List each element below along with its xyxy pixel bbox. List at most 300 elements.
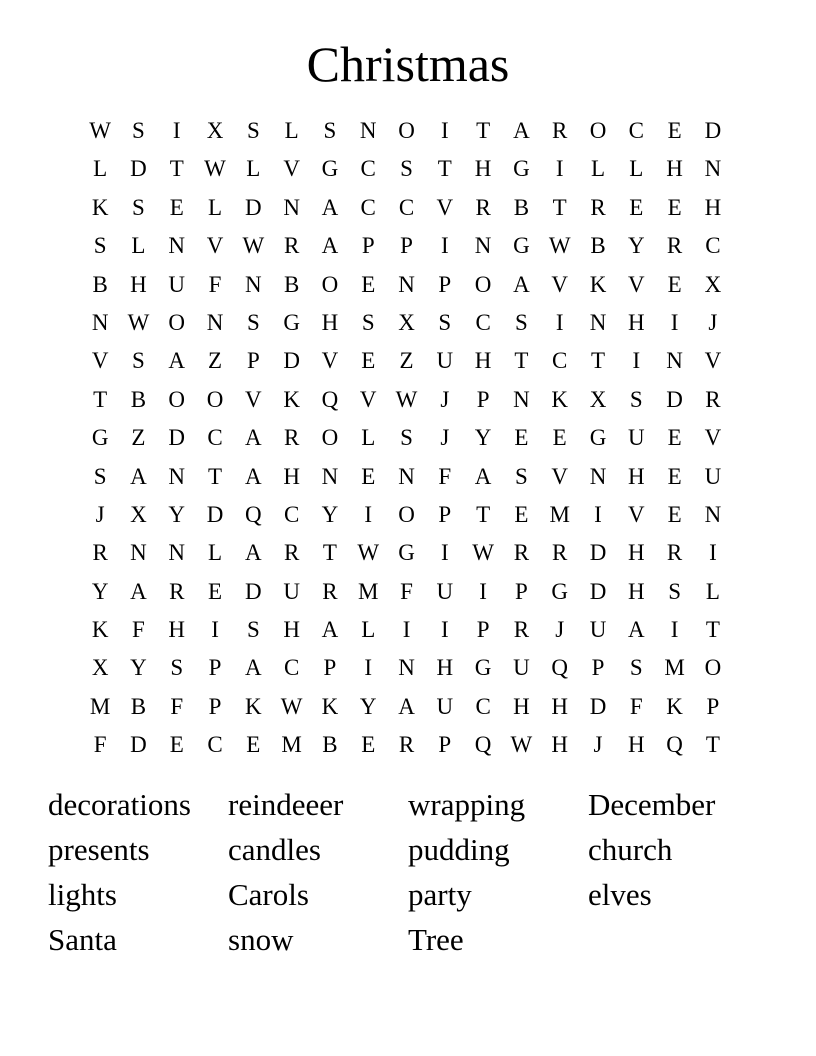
grid-letter: I xyxy=(709,540,717,566)
grid-letter: R xyxy=(322,578,338,604)
grid-letter: A xyxy=(245,655,262,681)
word-list-item: church xyxy=(588,832,673,867)
grid-letter: T xyxy=(169,156,184,182)
grid-letter: T xyxy=(705,732,720,758)
grid-letter: B xyxy=(92,271,108,297)
grid-letter: W xyxy=(204,156,226,182)
grid-letter: S xyxy=(515,309,528,335)
grid-letter: G xyxy=(513,156,530,182)
grid-letter: W xyxy=(510,732,533,758)
grid-letter: F xyxy=(170,693,184,719)
grid-letter: S xyxy=(668,578,681,604)
grid-letter: D xyxy=(245,194,262,220)
grid-letter: E xyxy=(361,732,376,758)
grid-letter: T xyxy=(590,348,606,374)
grid-letter: G xyxy=(589,425,607,451)
grid-letter: C xyxy=(398,194,415,220)
grid-letter: V xyxy=(359,386,377,412)
grid-letter: G xyxy=(551,578,569,604)
grid-letter: A xyxy=(513,118,530,143)
grid-letter: U xyxy=(704,463,722,489)
grid-letter: H xyxy=(321,309,339,335)
grid-letter: D xyxy=(206,501,224,527)
grid-letter: N xyxy=(398,463,415,489)
grid-letter: D xyxy=(245,578,262,604)
word-list-item: Santa xyxy=(48,922,117,957)
grid-letter: E xyxy=(361,348,376,374)
grid-letter: V xyxy=(551,463,569,489)
grid-letter: I xyxy=(594,501,602,527)
word-list-item: pudding xyxy=(408,832,510,867)
grid-letter: V xyxy=(321,348,339,374)
grid-letter: R xyxy=(552,118,568,143)
grid-letter: P xyxy=(438,732,452,758)
grid-letter: P xyxy=(438,271,452,297)
grid-letter: S xyxy=(246,309,260,335)
grid-letter: E xyxy=(629,194,644,220)
grid-letter: I xyxy=(364,655,373,681)
grid-letter: I xyxy=(211,617,219,643)
grid-letter: E xyxy=(667,463,682,489)
grid-letter: R xyxy=(169,578,185,604)
grid-letter: D xyxy=(704,118,722,143)
grid-letter: O xyxy=(321,425,339,451)
grid-letter: I xyxy=(632,348,641,374)
grid-letter: H xyxy=(474,156,492,182)
grid-letter: H xyxy=(627,309,645,335)
grid-letter: I xyxy=(670,617,679,643)
grid-letter: W xyxy=(357,540,380,566)
grid-letter: E xyxy=(667,118,682,143)
grid-letter: N xyxy=(130,540,147,566)
word-list-item: Carols xyxy=(228,877,309,912)
grid-letter: N xyxy=(206,309,224,335)
grid-letter: G xyxy=(283,309,300,335)
grid-letter: X xyxy=(398,309,415,335)
word-list-item: snow xyxy=(228,922,294,957)
grid-letter: S xyxy=(170,655,184,681)
grid-letter: P xyxy=(208,655,222,681)
grid-letter: O xyxy=(704,655,722,681)
grid-letter: F xyxy=(629,693,643,719)
grid-letter: N xyxy=(398,271,415,297)
grid-letter: R xyxy=(398,732,415,758)
grid-letter: B xyxy=(283,271,300,297)
grid-letter: R xyxy=(513,617,530,643)
grid-letter: N xyxy=(704,501,722,527)
grid-letter: P xyxy=(361,233,375,259)
grid-letter: P xyxy=(208,693,222,719)
grid-letter: J xyxy=(555,617,565,643)
grid-letter: J xyxy=(440,386,450,412)
grid-letter: Q xyxy=(551,655,569,681)
grid-letter: W xyxy=(89,118,111,143)
grid-letter: T xyxy=(437,156,452,182)
grid-letter: V xyxy=(245,386,262,412)
grid-letter: Z xyxy=(131,425,146,451)
grid-letter: I xyxy=(440,233,449,259)
grid-letter: I xyxy=(172,118,181,143)
grid-letter: C xyxy=(360,194,376,220)
grid-letter: E xyxy=(667,194,682,220)
grid-letter: N xyxy=(168,463,186,489)
grid-letter: D xyxy=(168,425,186,451)
grid-letter: L xyxy=(131,233,146,259)
grid-letter: F xyxy=(132,617,145,643)
grid-letter: U xyxy=(436,348,454,374)
letter-grid xyxy=(81,112,732,765)
grid-letter: F xyxy=(93,732,107,758)
grid-letter: W xyxy=(242,233,265,259)
grid-letter: F xyxy=(438,463,452,489)
grid-letter: R xyxy=(475,194,491,220)
grid-letter: T xyxy=(552,194,567,220)
grid-letter: E xyxy=(552,425,567,451)
grid-letter: Y xyxy=(321,501,339,527)
grid-letter: K xyxy=(551,386,569,412)
grid-letter: E xyxy=(169,732,184,758)
grid-letter: H xyxy=(627,540,645,566)
grid-letter: L xyxy=(208,540,223,566)
grid-letter: D xyxy=(130,156,147,182)
grid-letter: Y xyxy=(168,501,186,527)
grid-letter: R xyxy=(92,540,108,566)
grid-letter: P xyxy=(438,501,452,527)
grid-letter: N xyxy=(168,233,186,259)
grid-letter: D xyxy=(283,348,300,374)
grid-letter: G xyxy=(91,425,109,451)
grid-letter: R xyxy=(705,386,721,412)
grid-letter: U xyxy=(627,425,645,451)
grid-letter: L xyxy=(361,617,376,643)
grid-letter: V xyxy=(551,271,569,297)
grid-letter: M xyxy=(281,732,302,758)
grid-letter: J xyxy=(593,732,603,758)
grid-letter: V xyxy=(704,425,722,451)
word-list-item: decorations xyxy=(48,787,191,822)
grid-letter: L xyxy=(246,156,261,182)
grid-letter: T xyxy=(322,540,337,566)
grid-letter: M xyxy=(358,578,379,604)
grid-letter: G xyxy=(474,655,492,681)
grid-letter: H xyxy=(704,194,722,220)
grid-letter: R xyxy=(513,540,530,566)
grid-letter: C xyxy=(207,425,223,451)
grid-letter: H xyxy=(436,655,454,681)
grid-letter: X xyxy=(130,501,147,527)
grid-letter: N xyxy=(245,271,262,297)
grid-letter: S xyxy=(132,348,145,374)
grid-letter: D xyxy=(589,540,607,566)
grid-letter: B xyxy=(322,732,338,758)
grid-letter: R xyxy=(283,233,300,259)
word-list-item: reindeeer xyxy=(228,787,344,822)
grid-letter: W xyxy=(127,309,150,335)
grid-letter: W xyxy=(280,693,303,719)
grid-letter: C xyxy=(705,233,721,259)
grid-letter: L xyxy=(629,156,644,182)
grid-letter: R xyxy=(283,425,300,451)
grid-letter: O xyxy=(398,501,415,527)
grid-letter: R xyxy=(590,194,606,220)
grid-letter: N xyxy=(474,233,492,259)
grid-letter: U xyxy=(436,693,454,719)
grid-letter: A xyxy=(627,617,645,643)
grid-letter: N xyxy=(589,309,607,335)
grid-letter: I xyxy=(555,309,564,335)
grid-letter: R xyxy=(283,540,300,566)
grid-letter: E xyxy=(667,271,682,297)
grid-letter: P xyxy=(246,348,260,374)
grid-letter: G xyxy=(321,156,339,182)
grid-letter: O xyxy=(398,118,415,143)
grid-letter: D xyxy=(666,386,683,412)
grid-letter: O xyxy=(168,309,186,335)
grid-letter: L xyxy=(284,118,299,143)
grid-letter: A xyxy=(168,348,186,374)
grid-letter: T xyxy=(514,348,529,374)
grid-letter: R xyxy=(666,540,683,566)
grid-letter: X xyxy=(589,386,607,412)
grid-letter: V xyxy=(627,501,645,527)
grid-letter: S xyxy=(132,194,145,220)
grid-letter: A xyxy=(321,233,339,259)
grid-letter: I xyxy=(440,540,449,566)
grid-letter: K xyxy=(245,693,262,719)
grid-letter: D xyxy=(130,732,147,758)
word-list-item: lights xyxy=(48,877,117,912)
grid-letter: P xyxy=(323,655,337,681)
grid-letter: A xyxy=(474,463,492,489)
grid-letter: K xyxy=(321,693,339,719)
grid-letter: E xyxy=(208,578,223,604)
grid-letter: H xyxy=(627,732,645,758)
grid-letter: K xyxy=(589,271,607,297)
grid-letter: Y xyxy=(130,655,147,681)
grid-letter: T xyxy=(476,501,491,527)
grid-letter: I xyxy=(479,578,487,604)
grid-letter: I xyxy=(402,617,411,643)
grid-letter: C xyxy=(207,732,223,758)
grid-letter: H xyxy=(474,348,492,374)
grid-letter: U xyxy=(513,655,530,681)
grid-letter: Q xyxy=(474,732,492,758)
grid-letter: E xyxy=(169,194,184,220)
grid-letter: H xyxy=(130,271,147,297)
word-list-item: wrapping xyxy=(408,787,526,822)
grid-letter: S xyxy=(438,309,452,335)
grid-letter: Y xyxy=(474,425,492,451)
grid-letter: S xyxy=(629,386,643,412)
grid-letter: O xyxy=(168,386,186,412)
grid-letter: A xyxy=(321,617,339,643)
page-title: Christmas xyxy=(306,36,510,92)
grid-letter: S xyxy=(93,463,107,489)
grid-letter: E xyxy=(246,732,261,758)
grid-letter: S xyxy=(246,118,260,143)
grid-letter: V xyxy=(627,271,645,297)
grid-letter: K xyxy=(91,617,109,643)
grid-letter: E xyxy=(361,271,376,297)
grid-letter: P xyxy=(706,693,720,719)
grid-letter: A xyxy=(130,463,147,489)
grid-letter: O xyxy=(206,386,224,412)
grid-letter: H xyxy=(551,732,569,758)
grid-letter: K xyxy=(666,693,683,719)
grid-letter: T xyxy=(93,386,108,412)
grid-letter: G xyxy=(513,233,530,259)
word-list-item: December xyxy=(588,787,716,822)
grid-letter: O xyxy=(474,271,492,297)
grid-letter: H xyxy=(168,617,186,643)
word-list-item: elves xyxy=(588,877,652,912)
grid-letter: L xyxy=(208,194,223,220)
grid-letter: R xyxy=(552,540,568,566)
grid-letter: D xyxy=(589,693,607,719)
word-list xyxy=(48,782,768,962)
grid-letter: U xyxy=(436,578,454,604)
grid-letter: C xyxy=(628,118,644,143)
grid-letter: N xyxy=(513,386,530,412)
grid-letter: N xyxy=(168,540,186,566)
grid-letter: V xyxy=(436,194,454,220)
grid-letter: P xyxy=(400,233,413,259)
grid-letter: E xyxy=(361,463,376,489)
grid-letter: N xyxy=(359,118,377,143)
grid-letter: V xyxy=(206,233,224,259)
grid-letter: T xyxy=(476,118,491,143)
grid-letter: C xyxy=(475,693,491,719)
grid-letter: E xyxy=(667,501,682,527)
grid-letter: P xyxy=(591,655,605,681)
grid-letter: I xyxy=(440,118,449,143)
grid-letter: H xyxy=(551,693,569,719)
grid-letter: H xyxy=(513,693,530,719)
grid-letter: M xyxy=(549,501,570,527)
grid-letter: O xyxy=(321,271,339,297)
grid-letter: R xyxy=(666,233,683,259)
grid-letter: X xyxy=(206,118,224,143)
word-list-item: candles xyxy=(228,832,321,867)
grid-letter: D xyxy=(589,578,607,604)
grid-letter: H xyxy=(627,578,645,604)
grid-letter: J xyxy=(440,425,450,451)
grid-letter: B xyxy=(590,233,606,259)
grid-letter: J xyxy=(708,309,718,335)
grid-letter: I xyxy=(440,617,449,643)
grid-letter: Q xyxy=(666,732,683,758)
grid-letter: P xyxy=(476,617,490,643)
grid-letter: N xyxy=(321,463,339,489)
grid-letter: B xyxy=(513,194,530,220)
grid-letter: N xyxy=(283,194,300,220)
grid-letter: G xyxy=(398,540,415,566)
grid-letter: K xyxy=(283,386,300,412)
grid-letter: H xyxy=(283,617,300,643)
grid-letter: Q xyxy=(245,501,262,527)
grid-letter: A xyxy=(130,578,147,604)
grid-letter: P xyxy=(476,386,490,412)
grid-letter: Z xyxy=(399,348,414,374)
grid-letter: V xyxy=(283,156,300,182)
grid-letter: B xyxy=(130,386,147,412)
grid-letter: E xyxy=(514,501,529,527)
word-list-item: party xyxy=(408,877,472,912)
grid-letter: H xyxy=(627,463,645,489)
grid-letter: Y xyxy=(359,693,377,719)
grid-letter: I xyxy=(364,501,373,527)
grid-letter: S xyxy=(361,309,375,335)
grid-letter: N xyxy=(666,348,683,374)
grid-letter: Z xyxy=(208,348,223,374)
grid-letter: S xyxy=(629,655,643,681)
grid-letter: L xyxy=(93,156,108,182)
grid-letter: X xyxy=(91,655,109,681)
grid-letter: M xyxy=(664,655,685,681)
grid-letter: S xyxy=(323,118,337,143)
grid-letter: C xyxy=(552,348,568,374)
grid-letter: S xyxy=(400,425,413,451)
grid-letter: C xyxy=(360,156,376,182)
grid-letter: F xyxy=(400,578,413,604)
grid-letter: V xyxy=(91,348,109,374)
grid-letter: E xyxy=(514,425,529,451)
grid-letter: M xyxy=(89,693,111,719)
grid-letter: O xyxy=(589,118,607,143)
grid-letter: S xyxy=(93,233,107,259)
grid-letter: C xyxy=(283,655,300,681)
grid-letter: X xyxy=(704,271,722,297)
grid-letter: U xyxy=(168,271,186,297)
grid-letter: A xyxy=(245,540,262,566)
grid-letter: S xyxy=(400,156,413,182)
word-list-item: presents xyxy=(48,832,150,867)
grid-letter: K xyxy=(91,194,109,220)
grid-letter: A xyxy=(245,425,262,451)
grid-letter: A xyxy=(321,194,339,220)
grid-letter: L xyxy=(705,578,720,604)
grid-letter: N xyxy=(589,463,607,489)
grid-letter: S xyxy=(132,118,145,143)
grid-letter: U xyxy=(589,617,607,643)
grid-letter: Y xyxy=(91,578,109,604)
grid-letter: Q xyxy=(321,386,339,412)
grid-letter: S xyxy=(246,617,260,643)
grid-letter: C xyxy=(475,309,491,335)
grid-letter: U xyxy=(283,578,300,604)
grid-letter: B xyxy=(130,693,147,719)
grid-letter: T xyxy=(208,463,223,489)
grid-letter: N xyxy=(91,309,109,335)
grid-letter: F xyxy=(208,271,222,297)
grid-letter: A xyxy=(245,463,262,489)
grid-letter: T xyxy=(705,617,720,643)
grid-letter: H xyxy=(283,463,300,489)
grid-letter: N xyxy=(398,655,415,681)
grid-letter: W xyxy=(472,540,494,566)
grid-letter: I xyxy=(670,309,679,335)
grid-letter: L xyxy=(361,425,376,451)
grid-letter: L xyxy=(590,156,606,182)
grid-letter: W xyxy=(548,233,571,259)
grid-letter: N xyxy=(704,156,722,182)
grid-letter: Y xyxy=(627,233,645,259)
grid-letter: V xyxy=(704,348,722,374)
grid-letter: W xyxy=(395,386,418,412)
grid-letter: H xyxy=(666,156,683,182)
grid-letter: A xyxy=(513,271,530,297)
grid-letter: C xyxy=(283,501,300,527)
